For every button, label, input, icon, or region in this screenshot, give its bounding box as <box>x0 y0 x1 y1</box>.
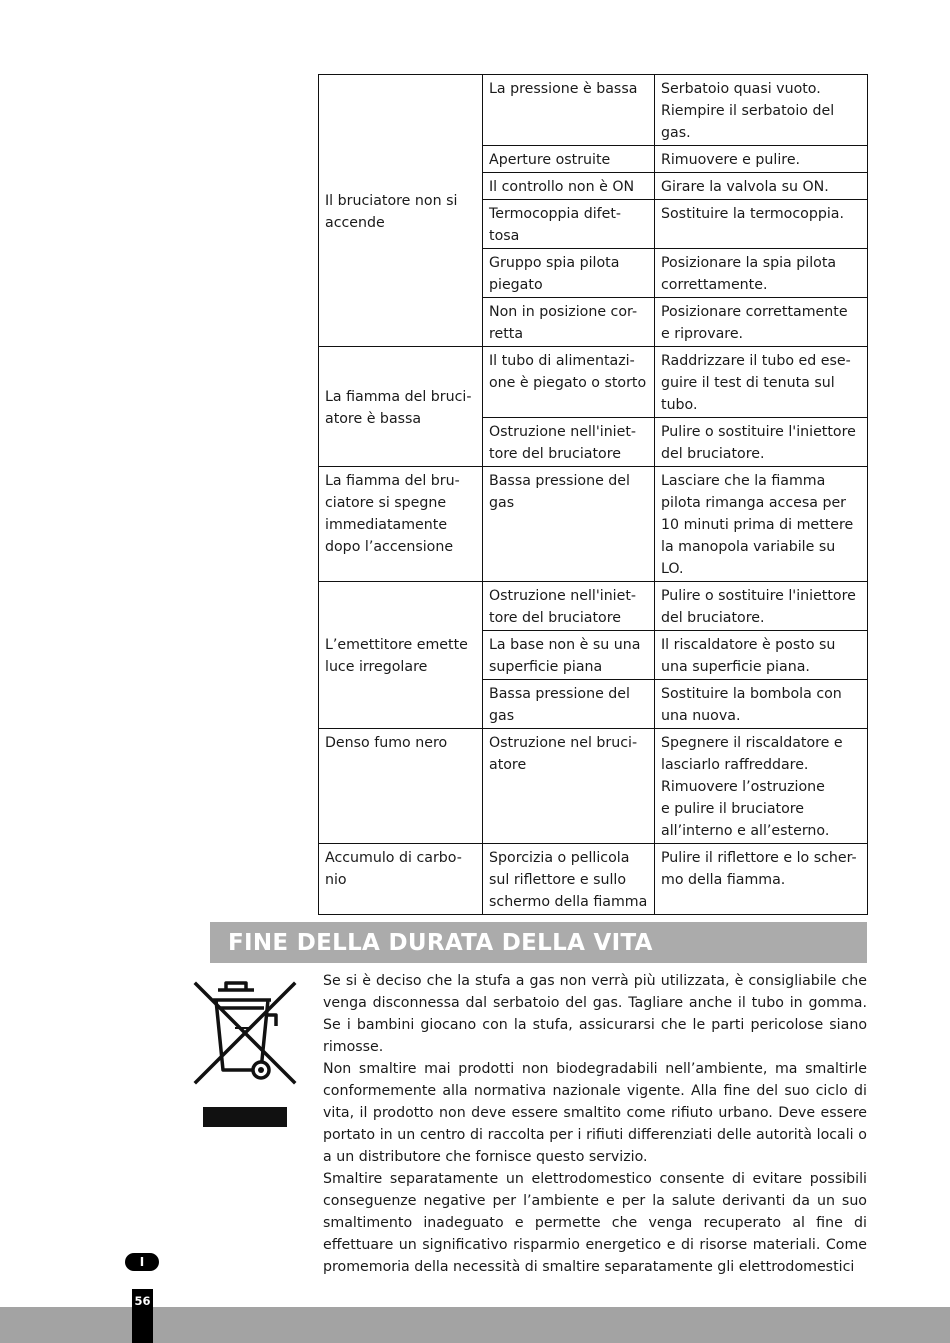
remedy-cell: Serbatoio quasi vuoto. Riempire il serbatoio del gas. <box>655 75 868 146</box>
remedy-cell: Posizionare la spia pilota correttamente. <box>655 249 868 298</box>
cause-cell: Ostruzione nel bruci- atore <box>483 729 655 844</box>
page-number: 56 <box>134 1294 151 1308</box>
cause-cell: Ostruzione nell'iniet- tore del bruciatore <box>483 582 655 631</box>
remedy-cell: Spegnere il riscaldatore e lasciarlo raffreddare. Rimuovere l’ostruzione e pulire il bruciatore all’interno e all’esterno. <box>655 729 868 844</box>
section-title: FINE DELLA DURATA DELLA VITA <box>228 930 653 956</box>
table-row <box>319 844 868 915</box>
remedy-cell: Sostituire la bombola con una nuova. <box>655 680 868 729</box>
symptom-cell: La fiamma del bru- ciatore si spegne immediatamente dopo l’accensione <box>319 467 483 582</box>
table-row <box>319 75 868 146</box>
cause-cell: Il tubo di alimentazi- one è piegato o storto <box>483 347 655 418</box>
symptom-cell: L’emettitore emette luce irregolare <box>319 582 483 729</box>
cause-cell: Sporcizia o pellicola sul riflettore e sullo schermo della fiamma <box>483 844 655 915</box>
cause-cell: Il controllo non è ON <box>483 173 655 200</box>
remedy-cell: Il riscaldatore è posto su una superficie piana. <box>655 631 868 680</box>
paragraph-separate-disposal: Smaltire separatamente un elettrodomestico consente di evitare possibili conseguenze negative per l’ambiente e per la salute derivanti da un suo smaltimento inadeguato e permette che venga recuperato al fine di effettuare un significativo risparmio energetico e di risorse materiali. Come promemoria della necessità di smaltire separatamente gli elettrodomestici <box>323 1171 867 1275</box>
paragraph-disposal: Non smaltire mai prodotti non biodegradabili nell’ambiente, ma smaltirle conformemente alla normativa nazionale vigente. Alla fine del suo ciclo di vita, il prodotto non deve essere smaltito come rifiuto urbano. Deve essere portato in un centro di raccolta per i rifiuti differenziati delle autorità locali o a un distributore che fornisce questo servizio. <box>323 1061 867 1165</box>
remedy-cell: Rimuovere e pulire. <box>655 146 868 173</box>
section-body <box>323 970 867 1278</box>
cause-cell: Gruppo spia pilota piegato <box>483 249 655 298</box>
table-row <box>319 582 868 631</box>
section-header-bar <box>210 922 867 963</box>
troubleshooting-table-body <box>319 75 868 915</box>
cause-cell: Termocoppia difet- tosa <box>483 200 655 249</box>
table-row <box>319 729 868 844</box>
language-badge: I <box>125 1253 159 1271</box>
remedy-cell: Posizionare correttamente e riprovare. <box>655 298 868 347</box>
remedy-cell: Pulire o sostituire l'iniettore del bruciatore. <box>655 418 868 467</box>
table-row <box>319 467 868 582</box>
troubleshooting-table <box>318 74 868 915</box>
cause-cell: Bassa pressione del gas <box>483 680 655 729</box>
table-row <box>319 347 868 418</box>
cause-cell: Aperture ostruite <box>483 146 655 173</box>
cause-cell: La pressione è bassa <box>483 75 655 146</box>
remedy-cell: Girare la valvola su ON. <box>655 173 868 200</box>
symptom-cell: Il bruciatore non si accende <box>319 75 483 347</box>
remedy-cell: Pulire il riflettore e lo scher- mo della fiamma. <box>655 844 868 915</box>
paragraph-disconnect: Se si è deciso che la stufa a gas non verrà più utilizzata, è consigliabile che venga disconnessa dal serbatoio del gas. Tagliare anche il tubo in gomma. Se i bambini giocano con la stufa, assicurarsi che le parti pericolose siano rimosse. <box>323 973 867 1055</box>
symptom-cell: Accumulo di carbo- nio <box>319 844 483 915</box>
remedy-cell: Lasciare che la fiamma pilota rimanga accesa per 10 minuti prima di mettere la manopola variabile su LO. <box>655 467 868 582</box>
page-number-tab <box>132 1289 153 1343</box>
symptom-cell: La fiamma del bruci- atore è bassa <box>319 347 483 467</box>
crossed-out-wheelie-bin-icon <box>190 978 300 1133</box>
symptom-cell: Denso fumo nero <box>319 729 483 844</box>
remedy-cell: Sostituire la termocoppia. <box>655 200 868 249</box>
remedy-cell: Pulire o sostituire l'iniettore del bruciatore. <box>655 582 868 631</box>
cause-cell: Ostruzione nell'iniet- tore del bruciatore <box>483 418 655 467</box>
cause-cell: Bassa pressione del gas <box>483 467 655 582</box>
remedy-cell: Raddrizzare il tubo ed ese- guire il test di tenuta sul tubo. <box>655 347 868 418</box>
cause-cell: Non in posizione cor- retta <box>483 298 655 347</box>
cause-cell: La base non è su una superficie piana <box>483 631 655 680</box>
